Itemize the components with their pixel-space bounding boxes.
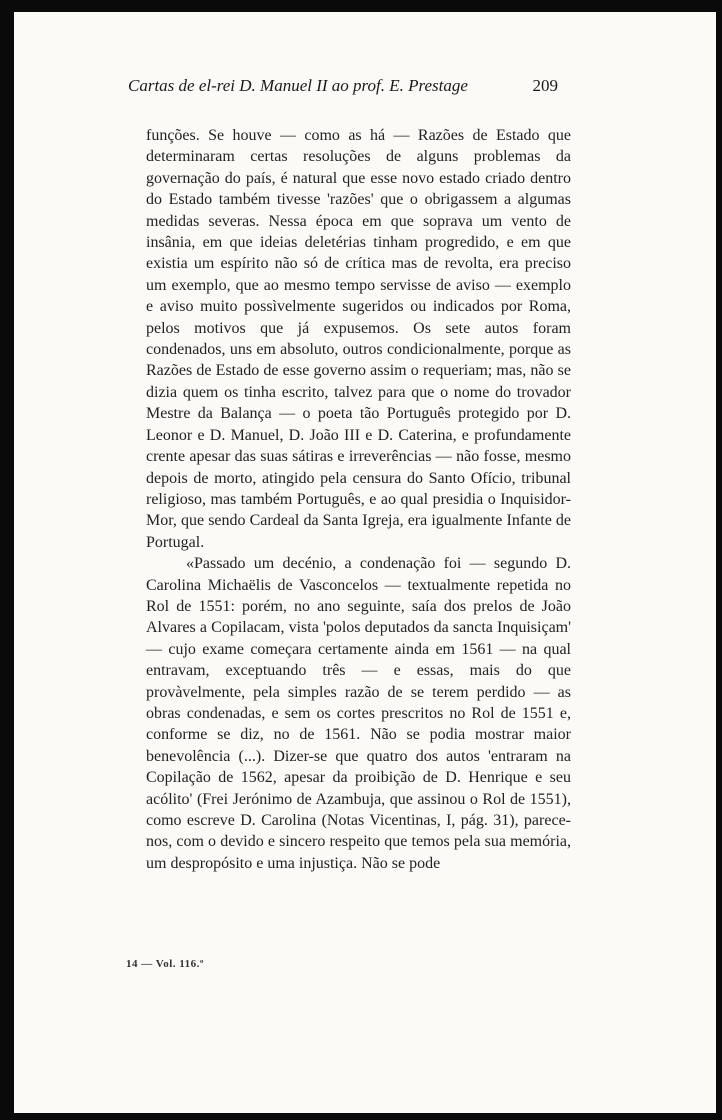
book-page	[14, 12, 716, 1113]
running-header	[128, 76, 558, 96]
signature-mark: 14 — Vol. 116.º	[126, 958, 205, 970]
paragraph: funções. Se houve — como as há — Razões de Estado que determinaram certas resoluções de alguns problemas da governação do país, é natural que esse novo estado criado dentro do Estado também tivesse 'razões' que o obrigassem a algumas medidas severas. Nessa época em que soprava um vento de insânia, em que ideias deletérias tinham progredido, e em que existia um espírito não só de crítica mas de revolta, era preciso um exemplo, que ao mesmo tempo servisse de aviso — exemplo e aviso muito possìvelmente sugeridos ou indicados por Roma, pelos motivos que já expusemos. Os sete autos foram condenados, uns em absoluto, outros condicionalmente, porque as Razões de Estado de esse governo assim o requeriam; mas, não se dizia quem os tinha escrito, talvez para que o nome do trovador Mestre da Balança — o poeta tão Português protegido por D. Leonor e D. Manuel, D. João III e D. Caterina, e profundamente crente apesar das suas sátiras e irreverências — não fosse, mesmo depois de morto, atingido pela censura do Santo Ofício, tribunal religioso, mas também Português, e ao qual presidia o Inquisidor-Mor, que sendo Cardeal da Santa Igreja, era igualmente Infante de Portugal.	[146, 127, 571, 551]
running-title: Cartas de el-rei D. Manuel II ao prof. E. Prestage	[128, 76, 468, 95]
paragraph: «Passado um decénio, a condenação foi — segundo D. Carolina Michaëlis de Vasconcelos — textualmente repetida no Rol de 1551: porém, no ano seguinte, saía dos prelos de João Alvares a Copilacam, vista 'polos deputados da sancta Inquisiçam' — cujo exame começara certamente ainda em 1561 — na qual entravam, exceptuando três — e essas, mais do que provàvelmente, pela simples razão de se terem perdido — as obras condenadas, e sem os cortes prescritos no Rol de 1551 e, conforme se diz, no de 1561. Não se podia mostrar maior benevolência (...). Dizer-se que quatro dos autos 'entraram na Copilação de 1562, apesar da proibição de D. Henrique e seu acólito' (Frei Jerónimo de Azambuja, que assinou o Rol de 1551), como escreve D. Carolina (Notas Vicentinas, I, pág. 31), parece-nos, com o devido e sincero respeito que temos pela sua memória, um despropósito e uma injustiça. Não se pode	[146, 555, 571, 872]
page-number: 209	[532, 76, 558, 95]
body-text	[146, 125, 571, 874]
